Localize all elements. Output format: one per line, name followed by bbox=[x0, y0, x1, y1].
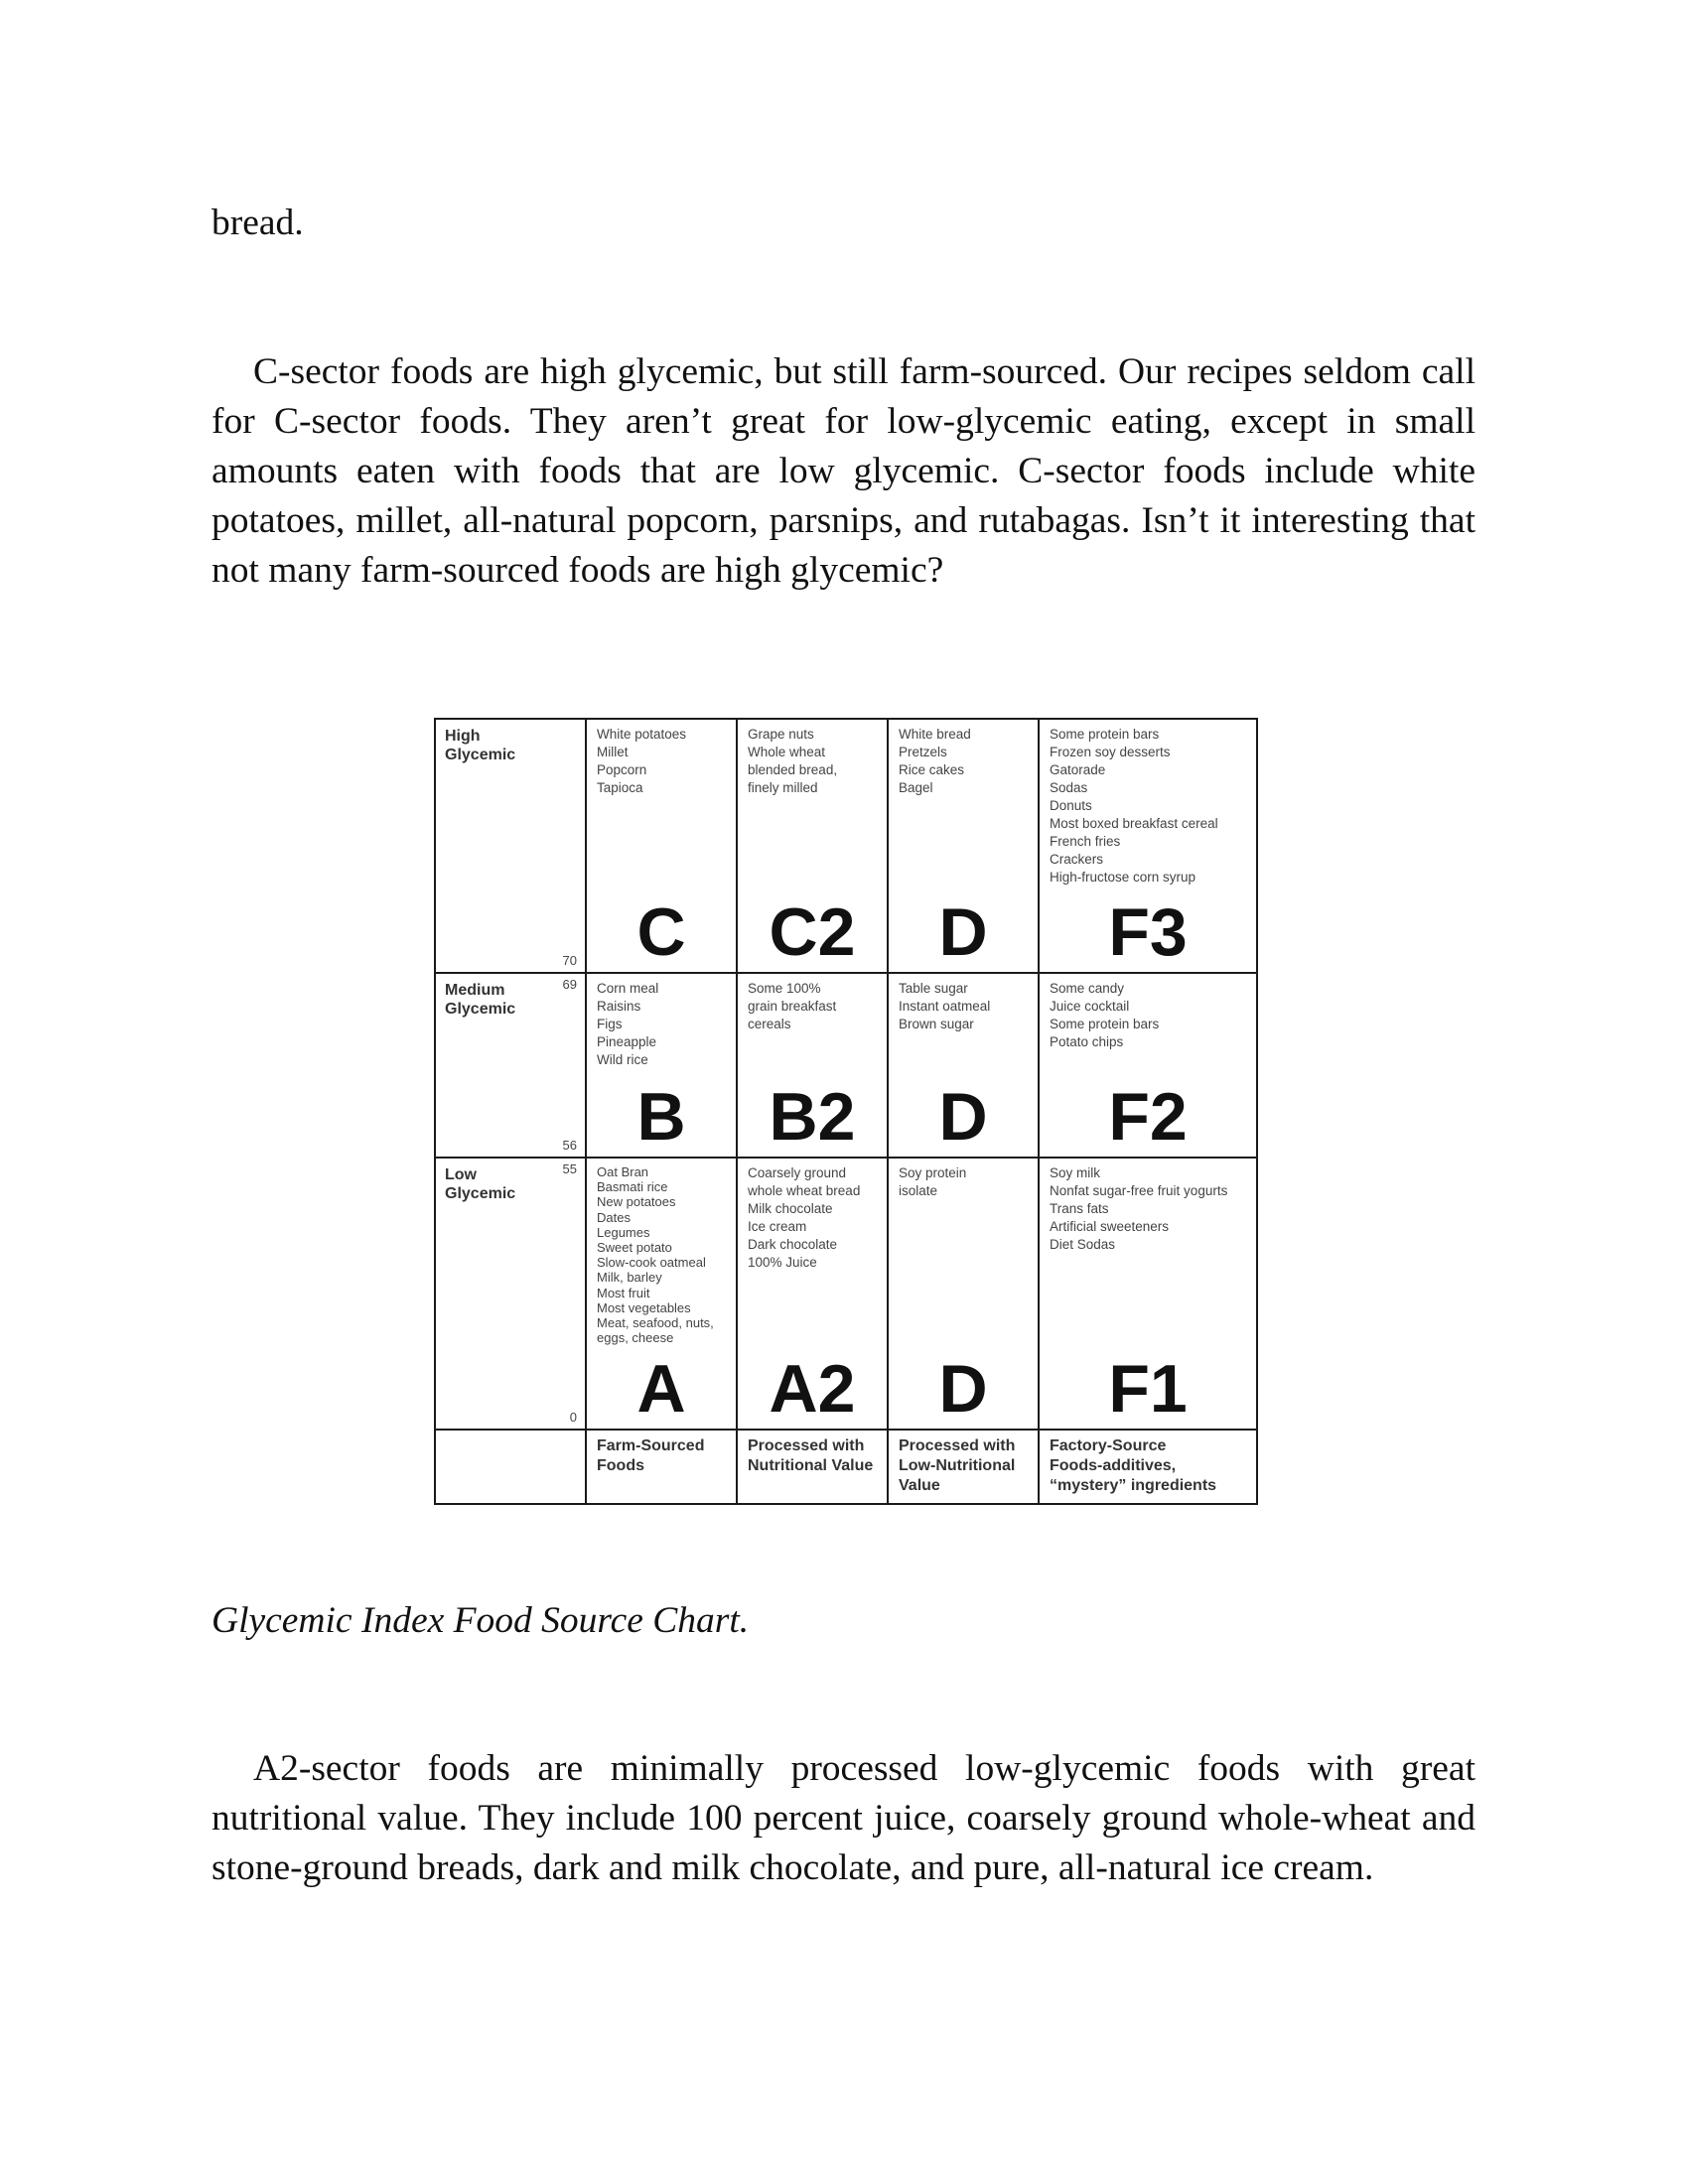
source-line: “mystery” ingredients bbox=[1050, 1477, 1217, 1494]
food-item: blended bread, bbox=[748, 762, 838, 777]
food-item: Rice cakes bbox=[899, 762, 965, 777]
food-list bbox=[1050, 726, 1252, 887]
food-item: Basmati rice bbox=[597, 1179, 668, 1195]
food-list bbox=[1050, 1164, 1252, 1254]
food-item: Artificial sweeteners bbox=[1050, 1219, 1170, 1234]
sector-label: A bbox=[636, 1351, 686, 1427]
source-line: Foods-additives, bbox=[1050, 1457, 1177, 1474]
row-label-line: Glycemic bbox=[445, 1185, 516, 1202]
figure-caption: Glycemic Index Food Source Chart. bbox=[211, 1600, 750, 1641]
row-label-cell bbox=[435, 973, 586, 1158]
sector-label: F2 bbox=[1108, 1079, 1188, 1155]
food-item: Gatorade bbox=[1050, 762, 1106, 777]
row-label-line: Glycemic bbox=[445, 747, 516, 763]
food-item: Soy milk bbox=[1050, 1165, 1101, 1180]
food-list bbox=[1050, 980, 1252, 1051]
sector-label: D bbox=[938, 1351, 988, 1427]
food-item: Tapioca bbox=[597, 780, 643, 795]
food-item: Table sugar bbox=[899, 981, 968, 996]
source-line: Value bbox=[899, 1477, 940, 1494]
food-item: Sodas bbox=[1050, 780, 1088, 795]
food-item: Meat, seafood, nuts, bbox=[597, 1315, 714, 1331]
paragraph-a2-sector: A2-sector foods are minimally processed low-glycemic foods with great nutritional value. They include 100 percent juice, coarsely ground whole-wheat and stone-ground breads, dark and milk chocolate, and pure, all-natural ice cream. bbox=[211, 1748, 1476, 1888]
footer-cell-factory-source bbox=[1039, 1430, 1257, 1504]
food-item: Corn meal bbox=[597, 981, 659, 996]
food-item: whole wheat bread bbox=[748, 1183, 861, 1198]
gi-threshold: 56 bbox=[562, 1138, 577, 1153]
food-item: Millet bbox=[597, 745, 629, 759]
footer-empty-cell bbox=[435, 1430, 586, 1504]
food-item: White bread bbox=[899, 727, 971, 742]
food-list bbox=[748, 726, 883, 797]
food-item: Grape nuts bbox=[748, 727, 814, 742]
food-item: Frozen soy desserts bbox=[1050, 745, 1171, 759]
food-item: Donuts bbox=[1050, 798, 1092, 813]
food-item: cereals bbox=[748, 1017, 791, 1031]
chart-cell-d-low bbox=[888, 1158, 1039, 1430]
row-label-line: Medium bbox=[445, 982, 505, 999]
chart-cell-f1 bbox=[1039, 1158, 1257, 1430]
food-item: Most boxed breakfast cereal bbox=[1050, 816, 1218, 831]
chart-cell-b bbox=[586, 973, 737, 1158]
food-item: Some 100% bbox=[748, 981, 821, 996]
food-item: New potatoes bbox=[597, 1194, 676, 1210]
chart-cell-d-medium bbox=[888, 973, 1039, 1158]
food-list bbox=[748, 1164, 883, 1272]
row-label-line: Low bbox=[445, 1166, 477, 1183]
food-item: French fries bbox=[1050, 834, 1121, 849]
row-label-cell bbox=[435, 719, 586, 973]
food-item: Nonfat sugar-free fruit yogurts bbox=[1050, 1183, 1228, 1198]
source-line: Low-Nutritional bbox=[899, 1457, 1016, 1474]
chart-cell-f3 bbox=[1039, 719, 1257, 973]
chart-cell-d-high bbox=[888, 719, 1039, 973]
gi-threshold: 55 bbox=[562, 1161, 577, 1176]
chart-cell-c2 bbox=[737, 719, 888, 973]
sector-label: C2 bbox=[769, 894, 856, 970]
food-item: Crackers bbox=[1050, 852, 1104, 867]
paragraph-c-sector: C-sector foods are high glycemic, but still farm-sourced. Our recipes seldom call for C-sector foods. They aren’t great for low-glycemic eating, except in small amounts eaten with foods that are low glycemic. C-sector foods include white potatoes, millet, all-natural popcorn, parsnips, and rutabagas. Isn’t it interesting that not many farm-sourced foods are high glycemic? bbox=[211, 351, 1476, 591]
source-line: Factory-Source bbox=[1050, 1437, 1167, 1454]
source-line: Processed with bbox=[899, 1437, 1016, 1454]
food-item: Oat Bran bbox=[597, 1164, 649, 1179]
sector-label: B bbox=[636, 1079, 686, 1155]
source-category-label bbox=[1050, 1436, 1253, 1496]
chart-cell-b2 bbox=[737, 973, 888, 1158]
gi-threshold: 69 bbox=[562, 977, 577, 992]
food-item: Dates bbox=[597, 1209, 631, 1225]
food-item: finely milled bbox=[748, 780, 818, 795]
food-item: Instant oatmeal bbox=[899, 999, 991, 1014]
food-item: Figs bbox=[597, 1017, 623, 1031]
food-list bbox=[597, 1164, 732, 1345]
source-line: Farm-Sourced bbox=[597, 1437, 705, 1454]
row-label-line: Glycemic bbox=[445, 1001, 516, 1018]
food-item: Pretzels bbox=[899, 745, 947, 759]
chart-cell-c bbox=[586, 719, 737, 973]
food-item: Whole wheat bbox=[748, 745, 826, 759]
row-label bbox=[445, 727, 515, 764]
food-item: Soy protein bbox=[899, 1165, 967, 1180]
row-label bbox=[445, 981, 515, 1019]
food-item: White potatoes bbox=[597, 727, 687, 742]
chart-row-high bbox=[435, 719, 1257, 973]
food-item: Bagel bbox=[899, 780, 933, 795]
source-category-label bbox=[899, 1436, 1035, 1496]
food-item: Milk chocolate bbox=[748, 1201, 833, 1216]
row-label-line: High bbox=[445, 728, 481, 745]
food-item: Wild rice bbox=[597, 1052, 648, 1067]
sector-label: A2 bbox=[769, 1351, 856, 1427]
food-list bbox=[899, 726, 1034, 797]
food-item: grain breakfast bbox=[748, 999, 837, 1014]
sector-label: B2 bbox=[769, 1079, 856, 1155]
food-item: eggs, cheese bbox=[597, 1330, 674, 1346]
food-item: Some protein bars bbox=[1050, 727, 1160, 742]
source-line: Nutritional Value bbox=[748, 1457, 874, 1474]
gi-threshold: 0 bbox=[569, 1410, 577, 1425]
food-item: Most vegetables bbox=[597, 1299, 691, 1315]
food-item: Slow-cook oatmeal bbox=[597, 1255, 706, 1271]
gi-threshold: 70 bbox=[562, 953, 577, 968]
food-item: Sweet potato bbox=[597, 1240, 672, 1256]
sector-label: F1 bbox=[1108, 1351, 1188, 1427]
chart-row-footer bbox=[435, 1430, 1257, 1504]
food-list bbox=[597, 980, 732, 1069]
food-item: Some candy bbox=[1050, 981, 1125, 996]
food-item: Raisins bbox=[597, 999, 641, 1014]
chart-cell-a bbox=[586, 1158, 737, 1430]
footer-cell-farm-sourced bbox=[586, 1430, 737, 1504]
sector-label: D bbox=[938, 1079, 988, 1155]
food-list bbox=[748, 980, 883, 1033]
chart-cell-f2 bbox=[1039, 973, 1257, 1158]
food-item: Ice cream bbox=[748, 1219, 807, 1234]
food-item: Legumes bbox=[597, 1224, 650, 1240]
food-item: High-fructose corn syrup bbox=[1050, 870, 1196, 885]
food-item: Coarsely ground bbox=[748, 1165, 847, 1180]
chart-row-low bbox=[435, 1158, 1257, 1430]
food-item: Most fruit bbox=[597, 1285, 650, 1300]
food-list bbox=[899, 1164, 1034, 1200]
footer-cell-processed-low-nutritional bbox=[888, 1430, 1039, 1504]
food-item: Potato chips bbox=[1050, 1034, 1124, 1049]
source-category-label bbox=[748, 1436, 884, 1476]
food-list bbox=[899, 980, 1034, 1033]
glycemic-index-chart bbox=[434, 718, 1258, 1505]
food-item: Popcorn bbox=[597, 762, 647, 777]
source-line: Processed with bbox=[748, 1437, 865, 1454]
source-line: Foods bbox=[597, 1457, 644, 1474]
food-item: Juice cocktail bbox=[1050, 999, 1130, 1014]
row-label-cell bbox=[435, 1158, 586, 1430]
sector-label: F3 bbox=[1108, 894, 1188, 970]
chart-row-medium bbox=[435, 973, 1257, 1158]
source-category-label bbox=[597, 1436, 733, 1476]
food-item: Some protein bars bbox=[1050, 1017, 1160, 1031]
food-list bbox=[597, 726, 732, 797]
food-item: Brown sugar bbox=[899, 1017, 974, 1031]
chart-cell-a2 bbox=[737, 1158, 888, 1430]
paragraph-continuation: bread. bbox=[211, 203, 304, 243]
row-label bbox=[445, 1165, 515, 1203]
food-item: isolate bbox=[899, 1183, 938, 1198]
sector-label: C bbox=[636, 894, 686, 970]
food-item: Trans fats bbox=[1050, 1201, 1109, 1216]
food-item: Dark chocolate bbox=[748, 1237, 838, 1252]
food-item: Diet Sodas bbox=[1050, 1237, 1116, 1252]
footer-cell-processed-nutritional bbox=[737, 1430, 888, 1504]
sector-label: D bbox=[938, 894, 988, 970]
food-item: Milk, barley bbox=[597, 1270, 662, 1286]
food-item: Pineapple bbox=[597, 1034, 657, 1049]
food-item: 100% Juice bbox=[748, 1255, 817, 1270]
